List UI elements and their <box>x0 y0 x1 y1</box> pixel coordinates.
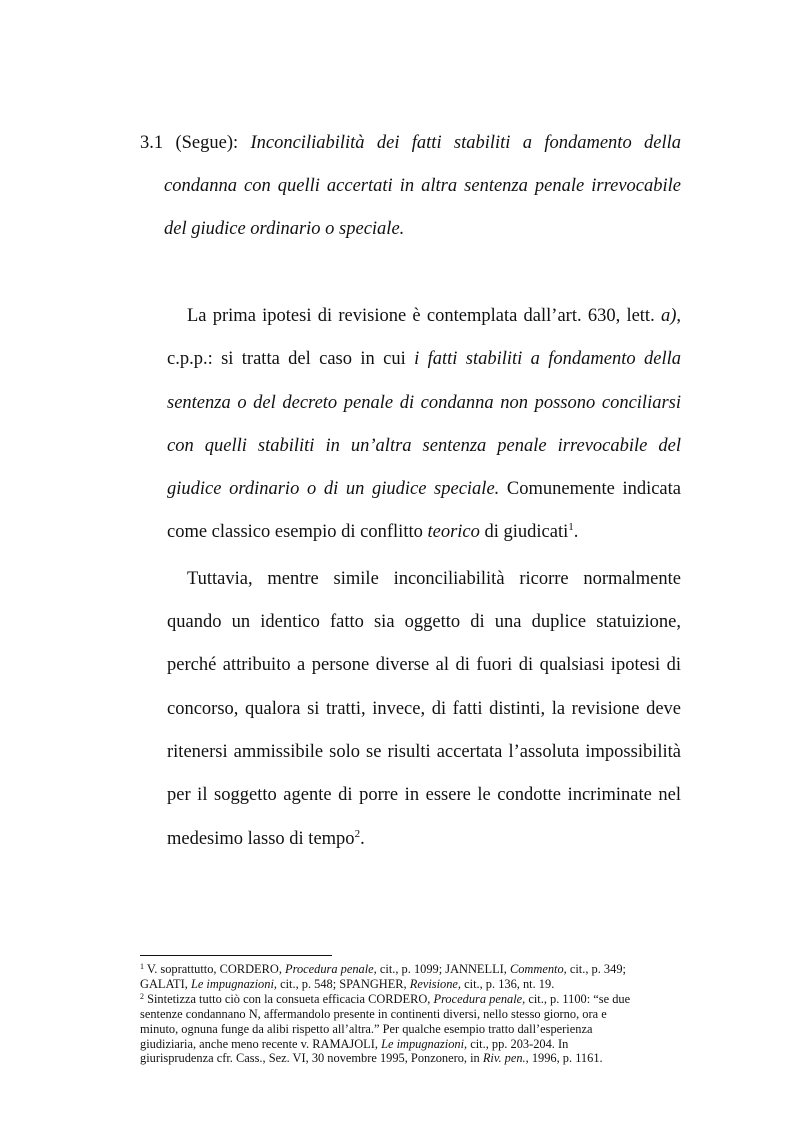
paragraph-line: giudice ordinario o di un giudice speciale. Comunemente indicata <box>167 479 681 500</box>
paragraph-line: c.p.p.: si tratta del caso in cui i fatti stabiliti a fondamento della <box>167 349 681 370</box>
paragraph-line: con quelli stabiliti in un’altra sentenza penale irrevocabile del <box>167 435 681 456</box>
paragraph-line: La prima ipotesi di revisione è contemplata dall’art. 630, lett. a), <box>187 306 681 326</box>
heading-line-2: condanna con quelli accertati in altra sentenza penale irrevocabile <box>164 176 681 196</box>
paragraph-1 <box>167 295 681 555</box>
heading-line-3: del giudice ordinario o speciale. <box>164 219 405 239</box>
paragraph-line: perché attribuito a persone diverse al di fuori di qualsiasi ipotesi di <box>167 655 681 676</box>
heading-line-1 <box>140 122 681 165</box>
footnote-ref-2[interactable]: 2 <box>354 827 361 840</box>
section-heading <box>140 122 681 251</box>
footnote-ref-1[interactable]: 1 <box>568 521 574 534</box>
footnote-2: $^2$ Sintetizza tutto ciò con la consueta efficacia CORDERO, Procedura penale, cit., p. 1100: “se due sentenze condannano N, affermandolo presente in continenti diversi, nello stesso giorno, ora e minuto, ognuna funge da alibi rispetto all’altra.” Per qualche esempio tratto dall’esperienza giudiziaria, anche meno recente v. RAMAJOLI, Le impugnazioni, cit., pp. 203-204. In giurisprudenza cfr. Cass., Sez. VI, 30 novembre 1995, Ponzonero, in Riv. pen., 1996, p. 1161. <box>140 991 631 1066</box>
heading-title-part-1: Inconciliabilità dei fatti stabiliti a fondamento della <box>250 133 682 153</box>
heading-prefix: (Segue): <box>175 133 239 153</box>
footnote-separator <box>140 955 332 956</box>
paragraph-line: sentenza o del decreto penale di condanna non possono conciliarsi <box>167 392 681 413</box>
paragraph-line: per il soggetto agente di porre in essere le condotte incriminate nel <box>167 785 681 806</box>
footnote-number: 2 <box>140 991 144 1001</box>
body-text <box>167 295 681 861</box>
footnote-1: $^1$ V. soprattutto, CORDERO, Procedura penale, cit., p. 1099; JANNELLI, Commento, cit., p. 349; GALATI, Le impugnazioni, cit., p. 548; SPANGHER, Revisione, cit., p. 136, nt. 19. <box>140 962 626 991</box>
paragraph-line: quando un identico fatto sia oggetto di una duplice statuizione, <box>167 612 681 633</box>
heading-number: 3.1 <box>140 133 164 153</box>
footnote-number: 1 <box>140 962 144 971</box>
paragraph-line: medesimo lasso di tempo$^2$. <box>167 827 365 849</box>
paragraph-2 <box>167 558 681 861</box>
paragraph-line: concorso, qualora si tratti, invece, di fatti distinti, la revisione deve <box>167 698 681 719</box>
paragraph-line: Tuttavia, mentre simile inconciliabilità ricorre normalmente <box>187 568 681 589</box>
paragraph-line: ritenersi ammissibile solo se risulti accertata l’assoluta impossibilità <box>167 741 681 762</box>
footnotes <box>140 962 670 1066</box>
paragraph-line: come classico esempio di conflitto teorico di giudicati$^1$. <box>167 521 579 543</box>
